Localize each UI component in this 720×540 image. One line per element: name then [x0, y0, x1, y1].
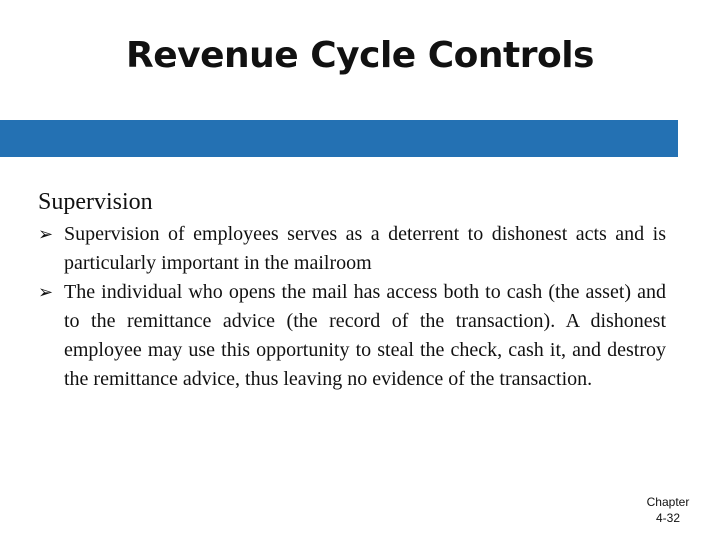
bullet-text: Supervision of employees serves as a deterrent to dishonest acts and is particularly important in the mailroom: [64, 223, 666, 274]
bullet-item: [38, 220, 666, 278]
bullet-item: [38, 278, 666, 394]
section-heading: Supervision: [38, 189, 153, 215]
bullet-text: The individual who opens the mail has access both to cash (the asset) and to the remittance advice (the record of the transaction). A dishonest employee may use this opportunity to steal the check, cash it, and destroy the remittance advice, thus leaving no evidence of the transaction.: [64, 281, 666, 390]
bullet-list: [38, 220, 666, 394]
title-accent-band: [0, 120, 678, 157]
slide-title: Revenue Cycle Controls: [126, 35, 594, 76]
slide-content: [38, 186, 666, 394]
slide-number: 4-32: [655, 511, 681, 525]
arrow-bullet-icon: ➢: [38, 282, 54, 303]
page-number: [628, 494, 708, 526]
chapter-label: Chapter: [646, 495, 690, 509]
arrow-bullet-icon: ➢: [38, 224, 54, 245]
